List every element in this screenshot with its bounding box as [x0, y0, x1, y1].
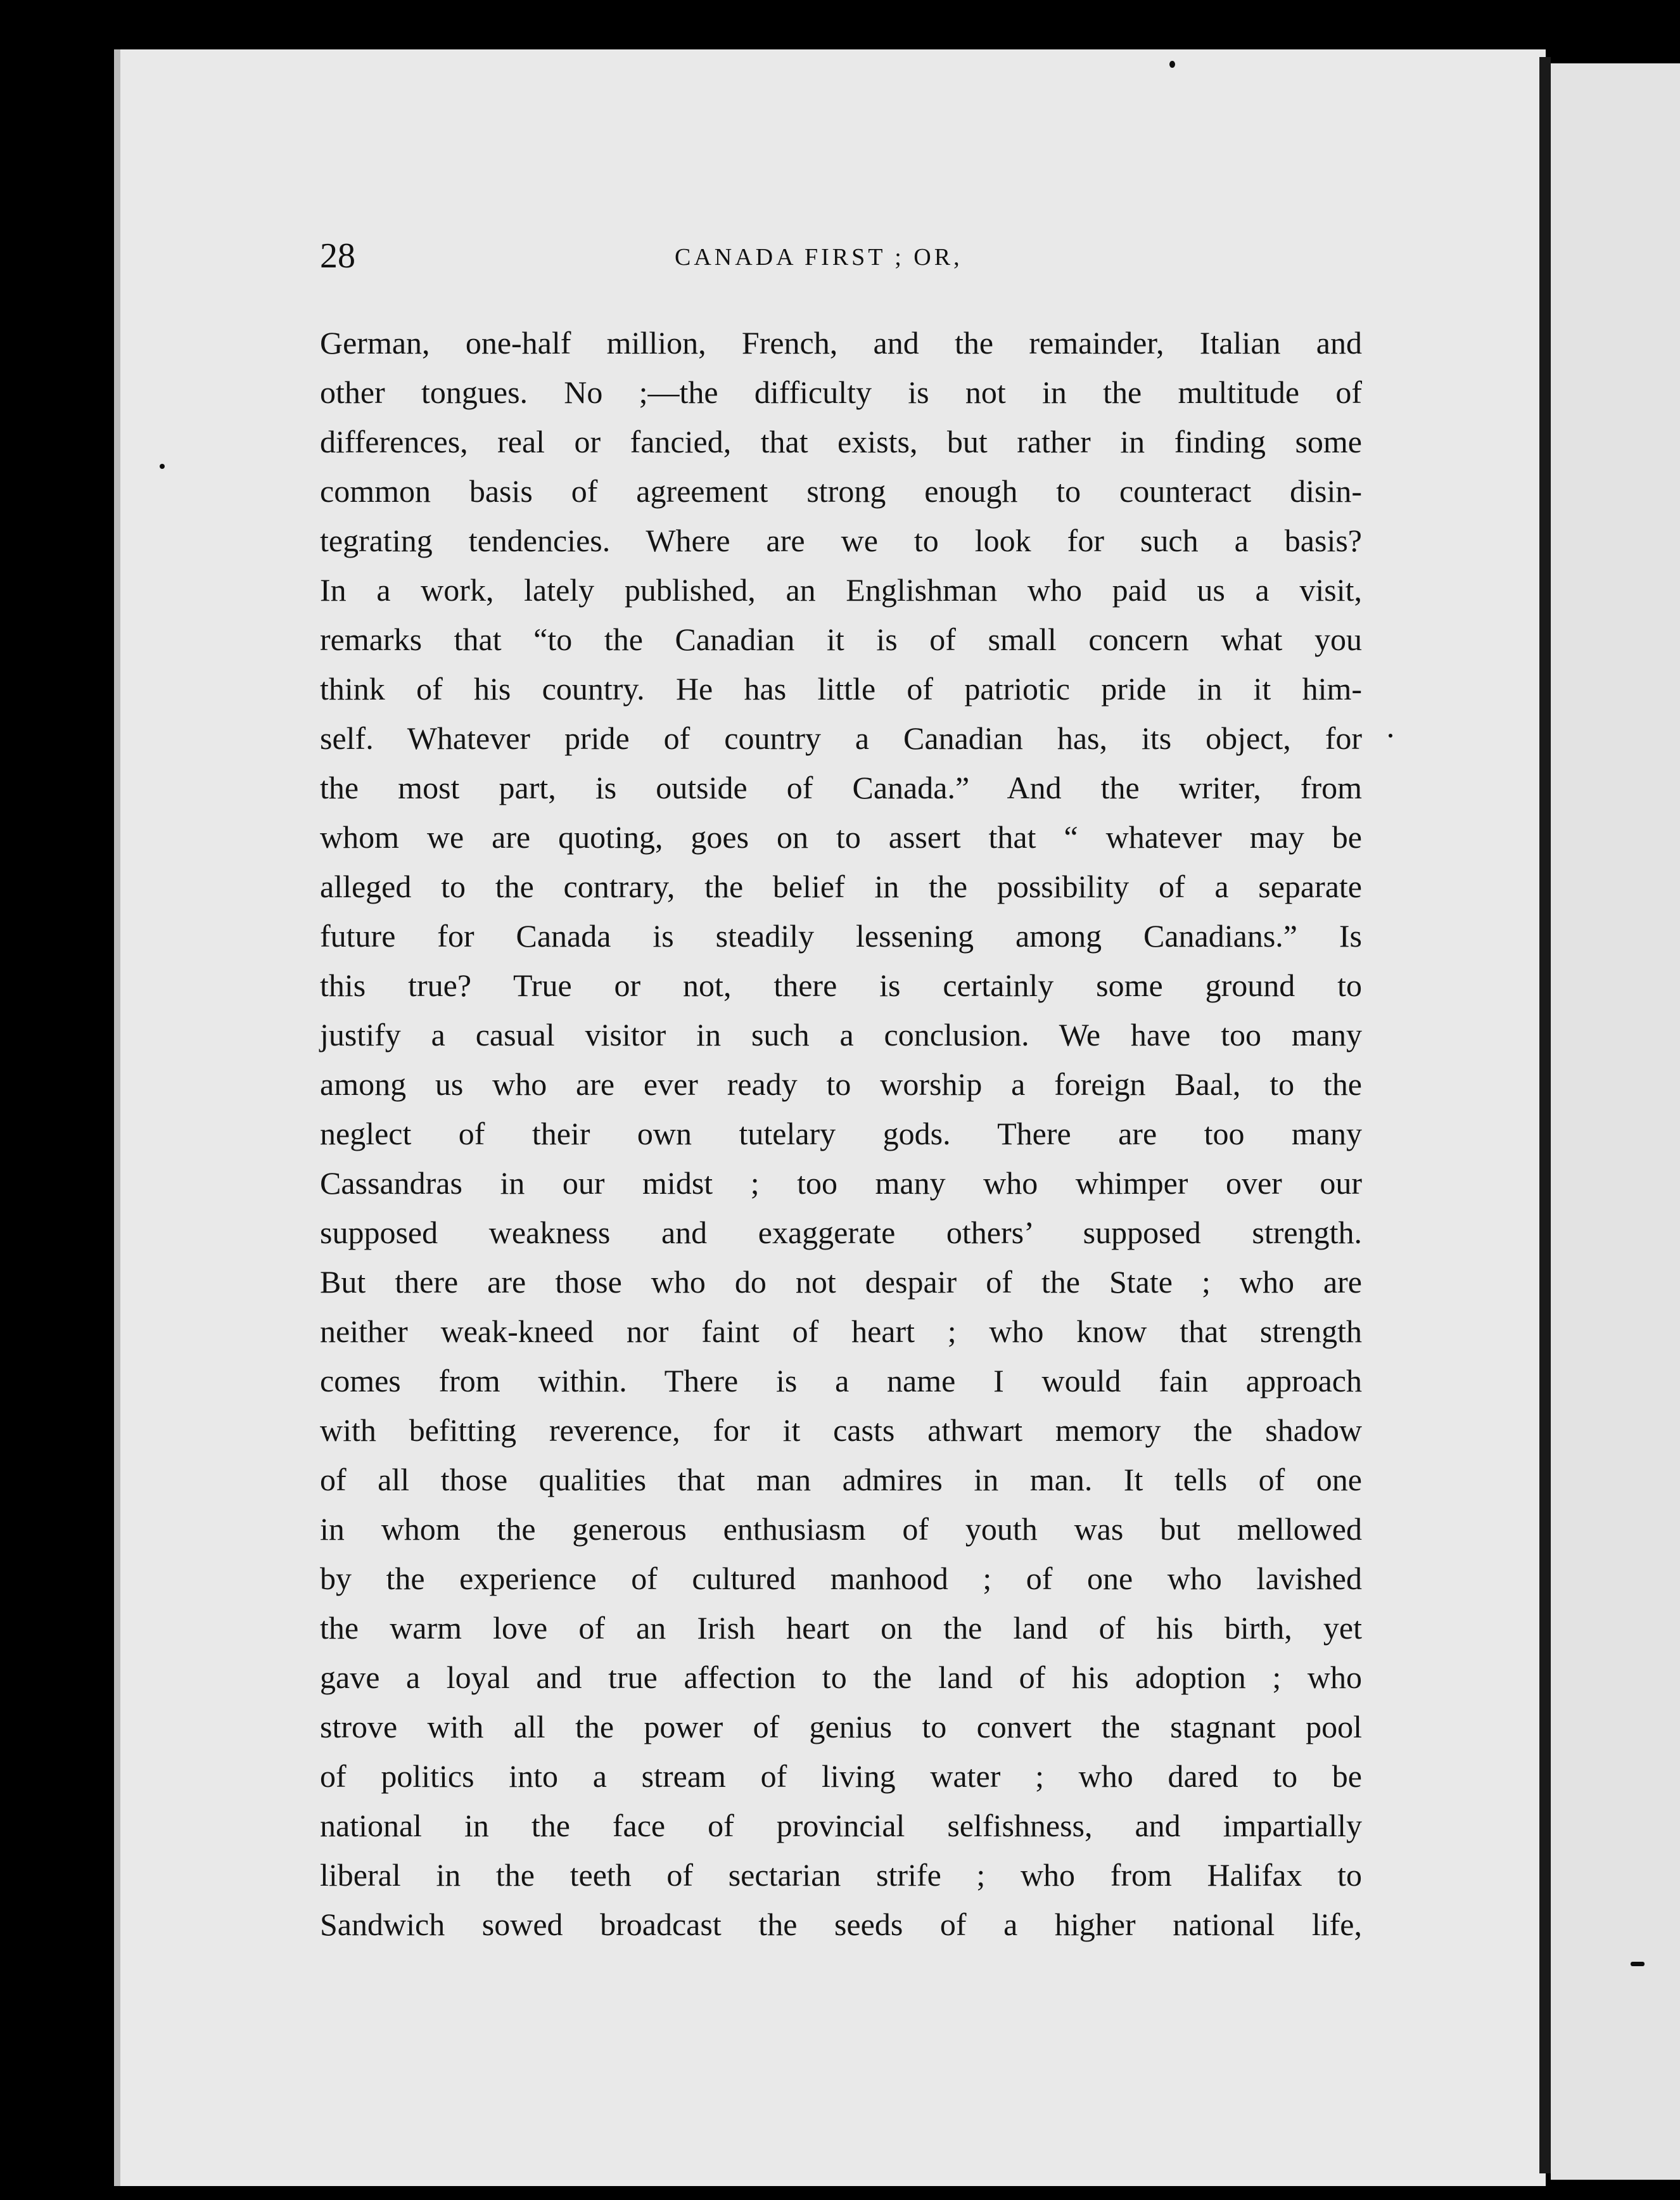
page-header — [320, 236, 1365, 286]
running-title: CANADA FIRST ; OR, — [675, 244, 963, 271]
page-number: 28 — [320, 236, 355, 276]
text-line: national in the face of provincial selfishness, and impartially — [320, 1808, 1362, 1843]
text-line: with befitting reverence, for it casts athwart memory the shadow — [320, 1412, 1362, 1448]
text-line: whom we are quoting, goes on to assert that “ whatever may be — [320, 819, 1362, 855]
text-line: neither weak-kneed nor faint of heart ; who know that strength — [320, 1314, 1362, 1349]
body-text — [320, 318, 1362, 1949]
scan-speck — [1631, 1962, 1645, 1966]
text-line: common basis of agreement strong enough to counteract disin- — [320, 473, 1362, 509]
text-line: But there are those who do not despair of the State ; who are — [320, 1264, 1362, 1300]
text-line: among us who are ever ready to worship a foreign Baal, to the — [320, 1066, 1362, 1102]
text-line: by the experience of cultured manhood ; of one who lavished — [320, 1561, 1362, 1596]
text-line: Cassandras in our midst ; too many who whimper over our — [320, 1165, 1362, 1201]
text-line: think of his country. He has little of patriotic pride in it him- — [320, 671, 1362, 707]
text-line: the warm love of an Irish heart on the land of his birth, yet — [320, 1610, 1362, 1646]
text-line: alleged to the contrary, the belief in the possibility of a separate — [320, 869, 1362, 904]
text-line: the most part, is outside of Canada.” And the writer, from — [320, 770, 1362, 805]
text-line: of politics into a stream of living water ; who dared to be — [320, 1758, 1362, 1794]
text-line: justify a casual visitor in such a conclusion. We have too many — [320, 1017, 1362, 1052]
text-line: of all those qualities that man admires in man. It tells of one — [320, 1462, 1362, 1497]
text-line: In a work, lately published, an Englishman who paid us a visit, — [320, 572, 1362, 608]
text-line: Sandwich sowed broadcast the seeds of a higher national life, — [320, 1907, 1362, 1942]
facing-page-edge — [1551, 63, 1680, 2180]
page-gutter-shadow — [1539, 57, 1551, 2173]
text-line: differences, real or fancied, that exists, but rather in finding some — [320, 424, 1362, 459]
text-line: German, one-half million, French, and the remainder, Italian and — [320, 325, 1362, 361]
text-line: strove with all the power of genius to convert the stagnant pool — [320, 1709, 1362, 1744]
text-line: supposed weakness and exaggerate others’ supposed strength. — [320, 1215, 1362, 1250]
text-line: self. Whatever pride of country a Canadian has, its object, for — [320, 720, 1362, 756]
text-line: future for Canada is steadily lessening among Canadians.” Is — [320, 918, 1362, 954]
scan-speck — [1169, 61, 1175, 68]
text-line: this true? True or not, there is certainly some ground to — [320, 968, 1362, 1003]
text-line: gave a loyal and true affection to the land of his adoption ; who — [320, 1660, 1362, 1695]
text-line: comes from within. There is a name I would fain approach — [320, 1363, 1362, 1398]
text-line: in whom the generous enthusiasm of youth was but mellowed — [320, 1511, 1362, 1547]
text-line: other tongues. No ;—the difficulty is not in the multitude of — [320, 374, 1362, 410]
text-line: tegrating tendencies. Where are we to look for such a basis? — [320, 523, 1362, 558]
text-line: remarks that “to the Canadian it is of small concern what you — [320, 622, 1362, 657]
text-line: neglect of their own tutelary gods. There are too many — [320, 1116, 1362, 1151]
text-line: liberal in the teeth of sectarian strife ; who from Halifax to — [320, 1857, 1362, 1893]
scan-speck — [1389, 734, 1392, 738]
scan-speck — [160, 464, 165, 469]
